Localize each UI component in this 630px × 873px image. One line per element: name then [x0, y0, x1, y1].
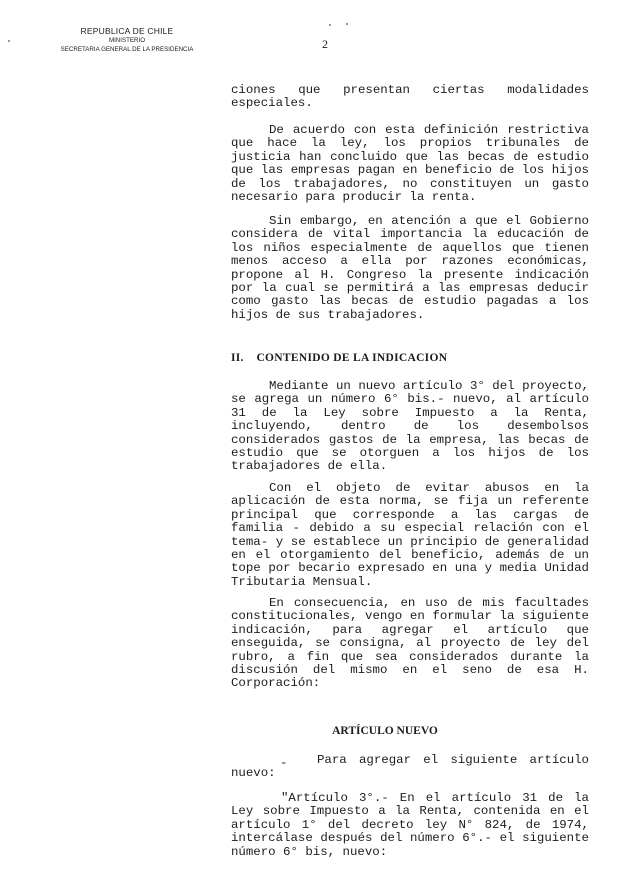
- section-number: II.: [231, 352, 244, 364]
- scan-speck: [8, 40, 10, 42]
- page-number: 2: [322, 37, 328, 51]
- paragraph-add-article: Para agregar el siguiente artículo nuevo:: [231, 753, 589, 781]
- paragraph-article-text: "Artículo 3°.- En el artículo 31 de la Ley sobre Impuesto a la Renta, contenida en el artículo 1° del decreto ley N° 824, de 1974, intercálase después del número 6°.- el siguiente número 6° bis, nuevo:: [231, 791, 589, 859]
- article-heading: ARTÍCULO NUEVO: [332, 725, 438, 737]
- section-title: CONTENIDO DE LA INDICACION: [256, 352, 448, 364]
- paragraph-government-position: Sin embargo, en atención a que el Gobierno considera de vital importancia la educación de los niños especialmente de aquellos que tienen menos acceso a ella por razones económicas, propone al H. Congreso la presente indicación por la cual se permitirá a las empresas deducir como gasto las becas de estudio pagadas a los hijos de sus trabajadores.: [231, 214, 589, 322]
- paragraph-abuse-prevention: Con el objeto de evitar abusos en la aplicación de esta norma, se fija un referente principal que corresponde a las cargas de familia - debido a su especial relación con el tema- y se establece un principio de generalidad en el otorgamiento del beneficio, además de un tope por becario expresado en una y media Unidad Tributaria Mensual.: [231, 481, 589, 589]
- paragraph-restrictive-definition: De acuerdo con esta definición restrictiva que hace la ley, los propios tribunales de justicia han concluido que las becas de estudio que las empresas pagan en beneficio de los hijos de los trabajadores, no constituyen un gasto necesario para producir la renta.: [231, 123, 589, 205]
- section-heading: [231, 352, 447, 364]
- paragraph-consequence: En consecuencia, en uso de mis facultades constitucionales, vengo en formular la siguiente indicación, para agregar el artículo que enseguida, se consigna, al proyecto de ley del rubro, a fin que sea considerados durante la discusión del mismo en el seno de esa H. Corporación:: [231, 596, 589, 691]
- letterhead-country: REPUBLICA DE CHILE: [80, 26, 174, 36]
- letterhead-ministry: MINISTERIO: [108, 37, 146, 44]
- paragraph-continuation: ciones que presentan ciertas modalidades especiales.: [231, 83, 589, 111]
- letterhead-department: SECRETARIA GENERAL DE LA PRESIDENCIA: [60, 46, 194, 53]
- list-dash: -: [280, 756, 288, 770]
- letterhead: [52, 27, 202, 54]
- paragraph-new-article: Mediante un nuevo artículo 3° del proyecto, se agrega un número 6° bis.- nuevo, al artículo 31 de la Ley sobre Impuesto a la Renta, incluyendo, dentro de los desembolsos considerados gastos de la empresa, las becas de estudio que se otorguen a los hijos de los trabajadores de ella.: [231, 379, 589, 474]
- scan-speck: [346, 23, 348, 25]
- scan-speck: [329, 24, 331, 26]
